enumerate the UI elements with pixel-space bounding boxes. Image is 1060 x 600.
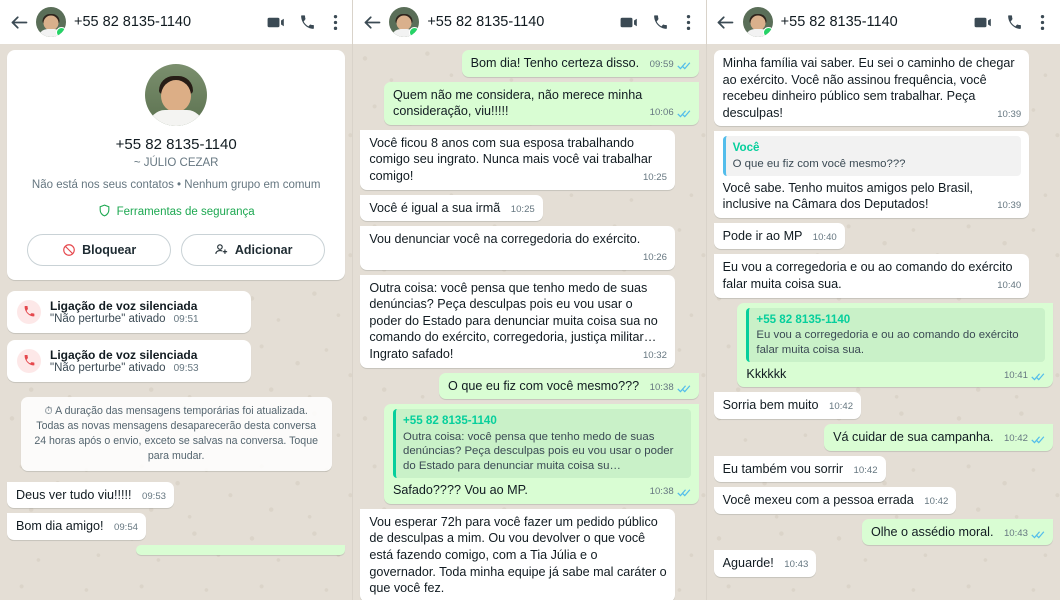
message-row: [714, 50, 1053, 126]
message-meta: [650, 382, 691, 395]
message-meta: [829, 401, 853, 414]
call-log-entry[interactable]: [7, 291, 251, 333]
call-log-entry[interactable]: [7, 340, 251, 382]
message-time: 10:39: [997, 108, 1022, 120]
message-text: Deus ver tudo viu!!!!!: [16, 487, 132, 502]
contact-avatar[interactable]: [145, 64, 207, 126]
message-text: Bom dia! Tenho certeza disso.: [470, 56, 640, 70]
message-row: [714, 254, 1053, 297]
contact-note: Não está nos seus contatos • Nenhum grupo em comum: [31, 179, 321, 191]
message-row: [714, 487, 1053, 514]
page-title[interactable]: +55 82 8135-1140: [780, 14, 898, 30]
clock-icon: ⏱: [44, 404, 56, 417]
message-text: Quem não me considera, não merece minha consideração, viu!!!!!: [393, 87, 643, 119]
message-text: Você ficou 8 anos com sua esposa trabalhando comigo seu ingrato. Nunca mais você vai trabalhar comigo!: [369, 135, 653, 184]
message-bubble[interactable]: [737, 303, 1053, 388]
message-text: Outra coisa: você pensa que tenho medo de suas denúncias? Peça desculpas pois eu vou usar o poder do Estado para denunciar muita coisa sua no comando do exército, corregedoria, justiça militar… Ingrato safado!: [369, 280, 658, 362]
overflow-menu-icon[interactable]: [1034, 9, 1052, 35]
message-text: Aguarde!: [722, 556, 774, 571]
message-row: [360, 373, 698, 400]
message-row: [360, 130, 698, 190]
message-row: [714, 303, 1053, 388]
message-time: 10:40: [997, 280, 1022, 292]
message-time: 09:59: [649, 58, 674, 70]
message-row-partial: [7, 545, 345, 555]
message-bubble[interactable]: [824, 424, 1053, 451]
message-row: [360, 509, 698, 600]
call-time: 09:51: [173, 313, 199, 325]
message-time: 10:42: [853, 464, 878, 476]
back-arrow-icon[interactable]: [715, 11, 737, 33]
message-bubble[interactable]: [136, 545, 346, 555]
add-contact-button[interactable]: [181, 234, 325, 266]
quoted-text: Outra coisa: você pensa que tenho medo de suas denúncias? Peça desculpas pois eu vou usar o poder do Estado para denunciar muita coisa su…: [403, 430, 674, 473]
message-text: Kkkkkk: [746, 366, 787, 381]
quoted-author: +55 82 8135-1140: [756, 312, 851, 326]
message-row: [714, 392, 1053, 419]
read-receipt-icon: [677, 61, 691, 70]
message-bubble[interactable]: [360, 275, 675, 368]
message-text: Você sabe. Tenho muitos amigos pelo Brasil, inclusive na Câmara dos Deputados!: [722, 180, 974, 212]
message-meta: [997, 109, 1021, 122]
message-text: Vá cuidar de sua campanha.: [833, 429, 994, 444]
message-time: 10:32: [642, 350, 667, 362]
add-person-icon: [214, 242, 229, 257]
contact-info-card: [7, 50, 345, 280]
message-bubble[interactable]: [384, 404, 699, 503]
video-call-icon[interactable]: [970, 9, 996, 35]
read-receipt-icon: [677, 488, 691, 497]
message-text: Vou denunciar você na corregedoria do exército.: [369, 232, 641, 247]
message-text: Você mexeu com a pessoa errada: [722, 493, 914, 508]
message-meta: [643, 350, 667, 363]
notice-text: A duração das mensagens temporárias foi atualizada. Todas as novas mensagens desaparecerão desta conversa 24 horas após o envio, exceto se salvas na conversa. Toque para mudar.: [34, 404, 318, 462]
block-button-label: Bloquear: [82, 242, 137, 257]
contact-name: ~ JÚLIO CEZAR: [133, 157, 219, 169]
avatar[interactable]: [389, 7, 419, 37]
call-subtitle: "Não perturbe" ativado: [50, 312, 166, 325]
message-time: 10:41: [1003, 369, 1028, 381]
message-meta: [511, 204, 535, 217]
message-row: [360, 50, 698, 77]
message-bubble[interactable]: [7, 482, 174, 509]
quoted-message[interactable]: [723, 136, 1022, 175]
add-contact-button-label: Adicionar: [234, 242, 293, 257]
message-text: Pode ir ao MP: [722, 228, 803, 243]
message-list[interactable]: [0, 44, 352, 600]
message-time: 09:54: [114, 522, 139, 534]
message-time: 10:25: [510, 203, 535, 215]
message-time: 10:40: [812, 231, 837, 243]
message-row: [7, 482, 345, 509]
message-text: Você é igual a sua irmã: [369, 200, 501, 215]
voice-call-icon[interactable]: [648, 9, 674, 35]
overflow-menu-icon[interactable]: [326, 9, 344, 35]
chat-header: [707, 0, 1060, 44]
message-text: O que eu fiz com você mesmo???: [448, 378, 640, 393]
message-meta: [650, 59, 691, 72]
back-arrow-icon[interactable]: [361, 11, 383, 33]
message-bubble[interactable]: [714, 50, 1030, 126]
message-meta: [997, 200, 1021, 213]
quoted-author: +55 82 8135-1140: [403, 414, 497, 428]
call-title: Ligação de voz silenciada: [50, 347, 198, 362]
message-time: 10:38: [649, 381, 674, 393]
message-meta: [784, 559, 808, 572]
message-bubble[interactable]: [384, 82, 699, 125]
message-bubble[interactable]: [439, 373, 699, 400]
message-meta: [1004, 370, 1045, 383]
message-meta: [997, 280, 1021, 293]
chat-screen-3: [707, 0, 1060, 600]
message-time: 10:25: [642, 172, 667, 184]
message-row: [360, 226, 698, 269]
block-icon: [62, 243, 76, 257]
voice-call-icon[interactable]: [294, 9, 320, 35]
message-bubble[interactable]: [714, 456, 886, 483]
quoted-text: Eu vou a corregedoria e ou ao comando do exército falar muita coisa sua.: [756, 329, 1019, 356]
missed-call-icon: [17, 349, 41, 373]
message-text: Sorria bem muito: [722, 398, 819, 413]
message-text: Safado???? Vou ao MP.: [393, 483, 528, 498]
call-title: Ligação de voz silenciada: [50, 298, 198, 313]
message-bubble[interactable]: [714, 550, 817, 577]
message-bubble[interactable]: [862, 519, 1053, 546]
message-time: 10:39: [997, 200, 1022, 212]
message-meta: [643, 172, 667, 185]
page-title[interactable]: +55 82 8135-1140: [427, 14, 545, 30]
message-list[interactable]: [353, 44, 705, 600]
message-meta: [650, 486, 691, 499]
back-arrow-icon[interactable]: [8, 11, 30, 33]
disappearing-messages-notice[interactable]: [21, 397, 332, 471]
message-row: [360, 404, 698, 503]
message-bubble[interactable]: [462, 50, 699, 77]
quoted-message[interactable]: [746, 308, 1045, 362]
message-time: 10:43: [784, 559, 809, 571]
message-row: [360, 195, 698, 222]
message-text: Eu vou a corregedoria e ou ao comando do exército falar muita coisa sua.: [722, 260, 1013, 292]
shield-icon: [98, 204, 111, 220]
message-row: [360, 82, 698, 125]
chat-screen-1: [0, 0, 353, 600]
quoted-message[interactable]: [393, 409, 691, 478]
message-bubble[interactable]: [360, 226, 675, 269]
chat-header: [353, 0, 705, 44]
message-bubble[interactable]: [360, 509, 675, 600]
read-receipt-icon: [1031, 435, 1045, 444]
message-meta: [114, 522, 138, 535]
message-time: 09:53: [142, 490, 167, 502]
message-bubble[interactable]: [714, 487, 957, 514]
message-bubble[interactable]: [360, 195, 542, 222]
message-row: [714, 519, 1053, 546]
message-meta: [1004, 528, 1045, 541]
message-time: 10:42: [1003, 432, 1028, 444]
message-time: 10:26: [642, 251, 667, 263]
avatar[interactable]: [743, 7, 773, 37]
message-row: [714, 131, 1053, 217]
message-text: Bom dia amigo!: [16, 519, 104, 534]
avatar[interactable]: [36, 7, 66, 37]
message-text: Olhe o assédio moral.: [870, 524, 994, 539]
message-meta: [650, 107, 691, 120]
message-row: [714, 456, 1053, 483]
message-bubble[interactable]: [714, 131, 1030, 217]
quoted-text: O que eu fiz com você mesmo???: [732, 157, 906, 170]
overflow-menu-icon[interactable]: [680, 9, 698, 35]
message-row: [360, 275, 698, 368]
message-row: [7, 513, 345, 540]
chat-screen-2: [353, 0, 706, 600]
contact-card-actions: [19, 234, 333, 266]
message-bubble[interactable]: [714, 223, 845, 250]
video-call-icon[interactable]: [616, 9, 642, 35]
message-bubble[interactable]: [714, 254, 1030, 297]
message-bubble[interactable]: [7, 513, 146, 540]
message-bubble[interactable]: [360, 130, 675, 190]
message-time: 10:38: [649, 486, 674, 498]
read-receipt-icon: [677, 109, 691, 118]
message-bubble[interactable]: [714, 392, 861, 419]
message-text: Eu também vou sorrir: [722, 461, 844, 476]
contact-number: +55 82 8135-1140: [115, 136, 237, 153]
message-meta: [924, 496, 948, 509]
read-receipt-icon: [677, 384, 691, 393]
message-row: [714, 424, 1053, 451]
security-tools-link[interactable]: [19, 204, 333, 220]
message-list[interactable]: [707, 44, 1060, 600]
call-time: 09:53: [173, 362, 199, 374]
message-time: 10:42: [829, 401, 854, 413]
read-receipt-icon: [1031, 530, 1045, 539]
video-call-icon[interactable]: [262, 9, 288, 35]
quoted-author: Você: [732, 141, 760, 155]
block-button[interactable]: [27, 234, 171, 266]
page-title[interactable]: +55 82 8135-1140: [74, 14, 192, 30]
message-time: 10:06: [649, 107, 674, 119]
message-meta: [854, 465, 878, 478]
message-meta: [1004, 433, 1045, 446]
call-subtitle: "Não perturbe" ativado: [50, 361, 166, 374]
message-text: Minha família vai saber. Eu sei o caminho de chegar ao exército. Você não assinou frequência, você recebeu dinheiro público sem trabalhar. Peça desculpas!: [722, 56, 1015, 120]
message-time: 10:42: [924, 496, 949, 508]
chat-header: [0, 0, 352, 44]
message-meta: [643, 252, 667, 265]
message-meta: [813, 232, 837, 245]
missed-call-icon: [17, 300, 41, 324]
message-text: Vou esperar 72h para você fazer um pedido público de desculpas a mim. Ou vou devolver o que você está fazendo comigo, com a Tia Júlia e o governador. Toda minha equipe já sabe mal caráter o que você fez.: [369, 514, 667, 596]
security-tools-label: Ferramentas de segurança: [116, 205, 255, 218]
message-row: [714, 223, 1053, 250]
message-time: 10:43: [1003, 527, 1028, 539]
read-receipt-icon: [1031, 372, 1045, 381]
voice-call-icon[interactable]: [1002, 9, 1028, 35]
message-meta: [142, 491, 166, 504]
message-row: [714, 550, 1053, 577]
